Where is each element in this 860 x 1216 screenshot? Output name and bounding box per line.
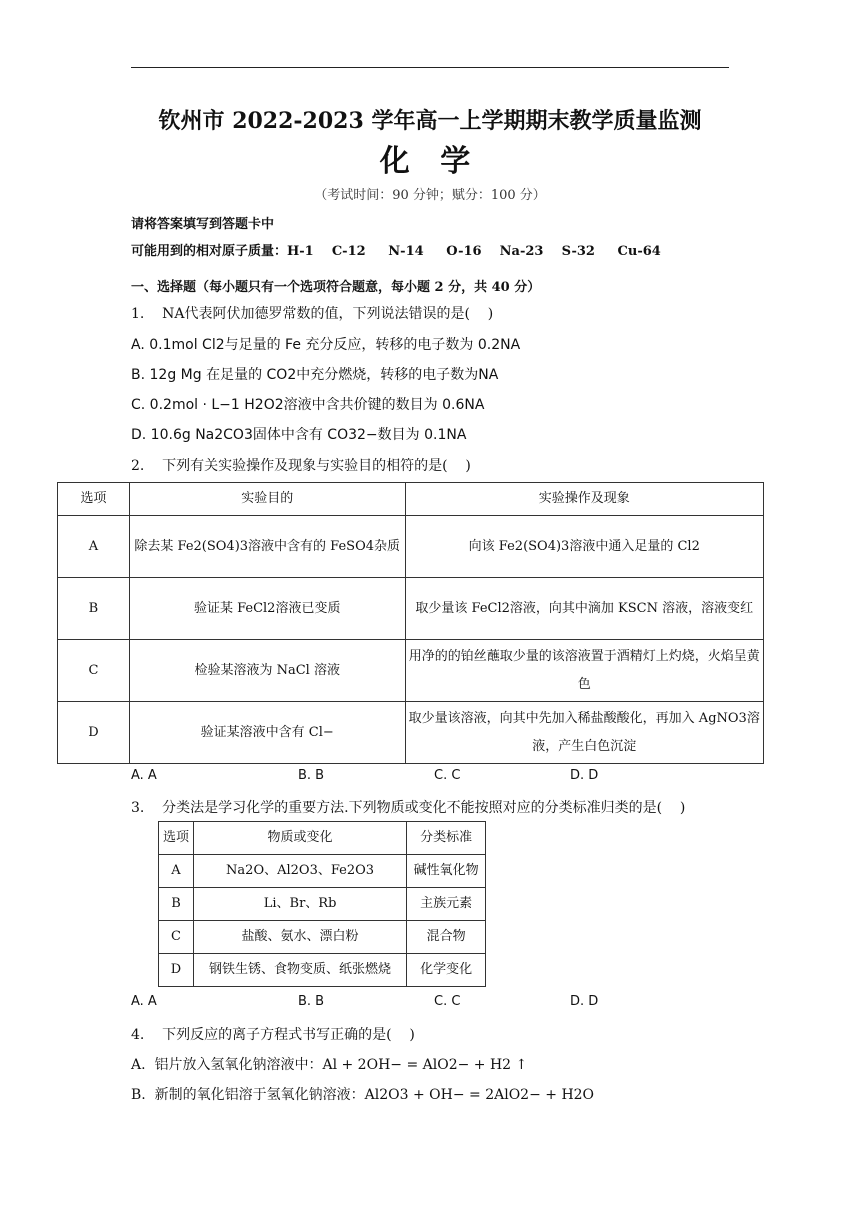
exam-title: 钦州市 2022-2023 学年高一上学期期末教学质量监测 — [158, 108, 702, 134]
q3-answer-c: C. C — [434, 994, 461, 1009]
table-cell: 检验某溶液为 NaCl 溶液 — [129, 640, 405, 702]
subject-title: 化 学 — [379, 144, 481, 179]
header-cell: 物质或变化 — [193, 822, 406, 855]
q3-table — [158, 821, 486, 987]
top-rule — [131, 67, 729, 68]
table-cell: 用净的的铂丝蘸取少量的该溶液置于酒精灯上灼烧，火焰呈黄色 — [405, 640, 763, 702]
table-cell: 化学变化 — [407, 954, 486, 987]
table-cell: C — [58, 640, 130, 702]
header-cell: 实验目的 — [129, 483, 405, 516]
table-cell: A — [58, 516, 130, 578]
table-cell: B — [58, 578, 130, 640]
exam-note: （考试时间：90 分钟；赋分：100 分） — [314, 188, 546, 203]
table-cell: B — [159, 888, 194, 921]
table-cell: D — [58, 702, 130, 764]
q1-option-d: D. 10.6g Na2CO3固体中含有 CO32−数目为 0.1NA — [131, 427, 467, 443]
table-cell: D — [159, 954, 194, 987]
table-cell: 盐酸、氨水、漂白粉 — [193, 921, 406, 954]
table-cell: Na2O、Al2O3、Fe2O3 — [193, 855, 406, 888]
table-row — [58, 516, 764, 578]
table-row — [58, 578, 764, 640]
header-cell: 选项 — [159, 822, 194, 855]
q3-answer-b: B. B — [298, 994, 325, 1009]
q3-stem: 3. 分类法是学习化学的重要方法.下列物质或变化不能按照对应的分类标准归类的是( ) — [131, 800, 686, 816]
table-cell: 取少量该溶液，向其中先加入稀盐酸酸化，再加入 AgNO3溶液，产生白色沉淀 — [405, 702, 763, 764]
atomic-mass-line: 可能用到的相对原子质量：H-1 C-12 N-14 O-16 Na-23 S-32 Cu-64 — [131, 244, 661, 259]
header-cell: 实验操作及现象 — [405, 483, 763, 516]
table-row — [159, 921, 486, 954]
table-cell: 除去某 Fe2(SO4)3溶液中含有的 FeSO4杂质 — [129, 516, 405, 578]
q1-option-c: C. 0.2mol · L−1 H2O2溶液中含共价键的数目为 0.6NA — [131, 397, 485, 413]
q2-answer-d: D. D — [570, 768, 599, 783]
table-cell: 碱性氧化物 — [407, 855, 486, 888]
q4-option-a: A. 铝片放入氢氧化钠溶液中：Al + 2OH− = AlO2− + H2 ↑ — [131, 1057, 528, 1073]
table-cell: 取少量该 FeCl2溶液，向其中滴加 KSCN 溶液，溶液变红 — [405, 578, 763, 640]
table-cell: 钢铁生锈、食物变质、纸张燃烧 — [193, 954, 406, 987]
q4-option-b: B. 新制的氧化铝溶于氢氧化钠溶液：Al2O3 + OH− = 2AlO2− + H2O — [131, 1087, 595, 1103]
table-row — [58, 702, 764, 764]
q3-answer-a: A. A — [131, 994, 157, 1009]
q1-stem: 1. NA代表阿伏加德罗常数的值，下列说法错误的是( ) — [131, 306, 494, 322]
header-cell: 选项 — [58, 483, 130, 516]
header-cell: 分类标准 — [407, 822, 486, 855]
q2-table — [57, 482, 764, 764]
table-cell: 验证某溶液中含有 Cl− — [129, 702, 405, 764]
table-row — [159, 888, 486, 921]
table-cell: 主族元素 — [407, 888, 486, 921]
q2-stem: 2. 下列有关实验操作及现象与实验目的相符的是( ) — [131, 458, 471, 474]
table-row — [159, 855, 486, 888]
table-cell: 向该 Fe2(SO4)3溶液中通入足量的 Cl2 — [405, 516, 763, 578]
q2-answer-b: B. B — [298, 768, 325, 783]
q4-stem: 4. 下列反应的离子方程式书写正确的是( ) — [131, 1027, 415, 1043]
table-cell: Li、Br、Rb — [193, 888, 406, 921]
table-header-row — [159, 822, 486, 855]
q2-answer-c: C. C — [434, 768, 461, 783]
q1-option-a: A. 0.1mol Cl2与足量的 Fe 充分反应，转移的电子数为 0.2NA — [131, 337, 521, 353]
q3-answer-d: D. D — [570, 994, 599, 1009]
section-heading: 一、选择题（每小题只有一个选项符合题意，每小题 2 分，共 40 分） — [131, 280, 541, 295]
q2-answer-a: A. A — [131, 768, 157, 783]
table-cell: A — [159, 855, 194, 888]
instruction: 请将答案填写到答题卡中 — [131, 217, 275, 232]
table-row — [58, 640, 764, 702]
table-header-row — [58, 483, 764, 516]
table-row — [159, 954, 486, 987]
table-cell: 混合物 — [407, 921, 486, 954]
q1-option-b: B. 12g Mg 在足量的 CO2中充分燃烧，转移的电子数为NA — [131, 367, 499, 383]
table-cell: C — [159, 921, 194, 954]
table-cell: 验证某 FeCl2溶液已变质 — [129, 578, 405, 640]
